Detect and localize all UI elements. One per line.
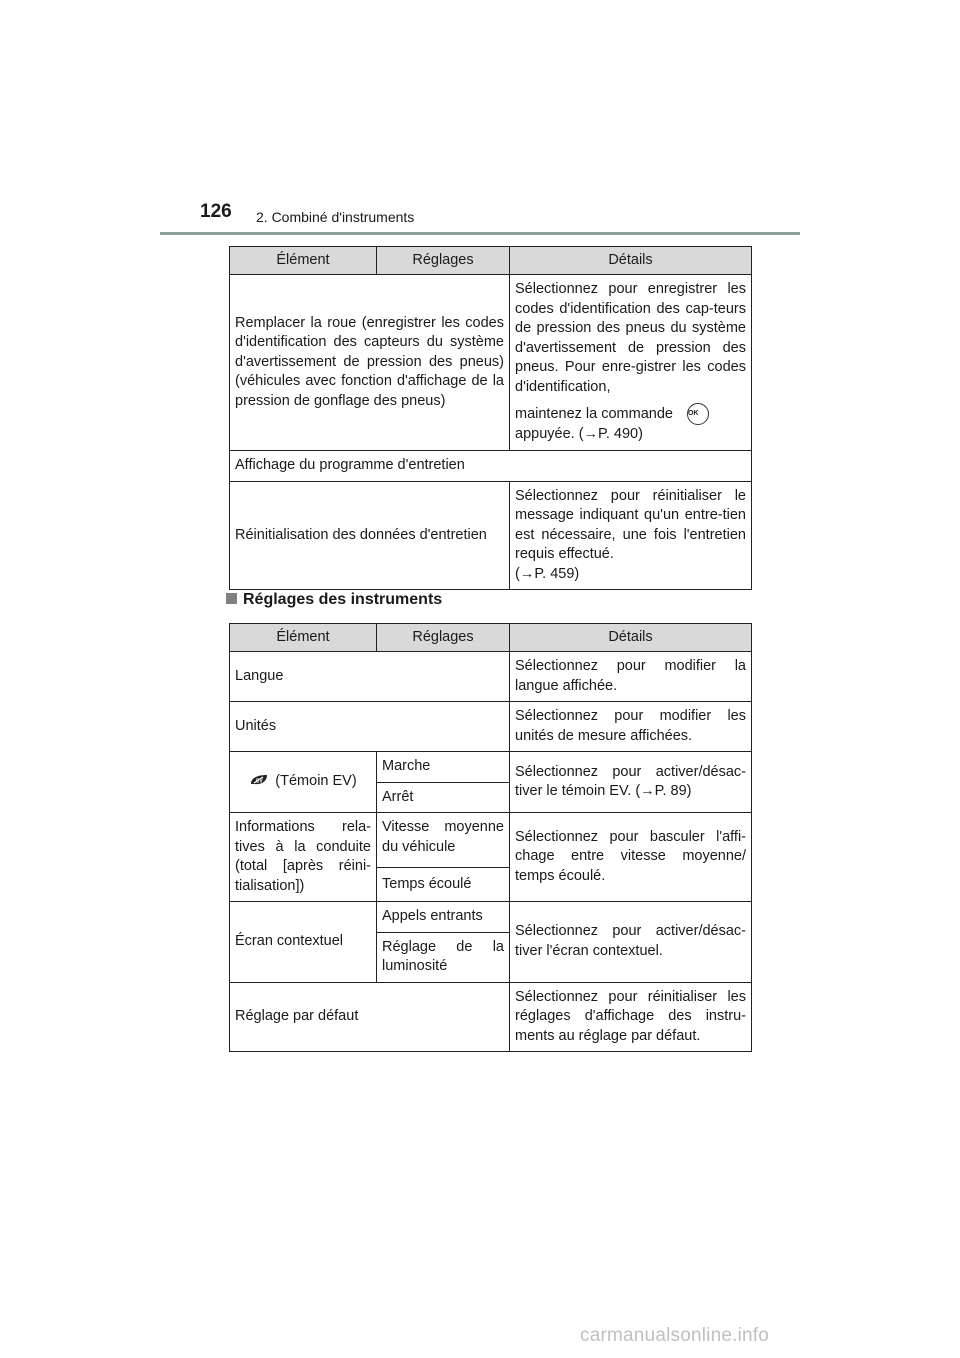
row-element-driving-info: Informations rela-tives à la conduite (total [après réini-tialisation]): [230, 813, 377, 902]
section-title-text: Réglages des instruments: [243, 591, 443, 608]
setting-off: Arrêt: [377, 782, 510, 813]
row-element-popup-display: Écran contextuel: [230, 902, 377, 983]
ev-indicator-label: (Témoin EV): [275, 773, 357, 790]
setting-incoming-calls: Appels entrants: [377, 902, 510, 933]
column-header-element: Élément: [230, 624, 377, 652]
details-text: appuyée. (→P. 490): [515, 426, 643, 443]
row-element-units: Unités: [230, 702, 510, 752]
instrument-settings-table: [229, 623, 752, 1052]
setting-brightness: Réglage de la luminosité: [377, 932, 510, 982]
ok-button-icon: OK: [687, 403, 709, 425]
row-element-replace-wheel: Remplacer la roue (enregistrer les codes d'identification des capteurs du système d'avertissement de pression des pneus) (véhicules avec fonction d'affichage de la pression de gonflage des pneus): [230, 275, 510, 451]
details-text: Sélectionnez pour enregistrer les codes d'identification des cap-teurs de pression des pneus du système d'avertissement de pression des pneus. Pour enre-gistrer les codes d'identification,: [515, 281, 746, 395]
setting-elapsed-time: Temps écoulé: [377, 868, 510, 902]
column-header-settings: Réglages: [377, 247, 510, 275]
row-details-units: Sélectionnez pour modifier les unités de mesure affichées.: [510, 702, 752, 752]
header-rule: [160, 232, 800, 235]
chapter-title: 2. Combiné d'instruments: [256, 209, 415, 225]
ev-indicator-icon: [249, 774, 269, 786]
column-header-details: Détails: [510, 624, 752, 652]
section-title: [226, 591, 442, 609]
table-row: [230, 702, 752, 752]
row-element-maintenance-schedule: Affichage du programme d'entretien: [230, 451, 752, 482]
column-header-element: Élément: [230, 247, 377, 275]
table-row: [230, 813, 752, 868]
row-details-default-setting: Sélectionnez pour réinitialiser les réglages d'affichage des instru-ments au réglage par défaut.: [510, 982, 752, 1052]
table-row: [230, 451, 752, 482]
details-text: Sélectionnez pour réinitialiser le message indiquant qu'un entre-tien est nécessaire, une fois l'entretien requis effectué.: [515, 487, 746, 562]
table-row: [230, 481, 752, 590]
setting-on: Marche: [377, 752, 510, 783]
row-element-ev-indicator: [230, 752, 377, 813]
page-number: 126: [200, 201, 232, 222]
maintenance-settings-table: [229, 246, 752, 590]
square-bullet-icon: [226, 593, 237, 604]
table-row: [230, 275, 752, 451]
table-row: [230, 752, 752, 783]
row-details-language: Sélectionnez pour modifier la langue affichée.: [510, 652, 752, 702]
watermark: carmanualsonline.info: [580, 1325, 770, 1346]
page-reference: (→P. 459): [515, 565, 580, 582]
row-element-default-setting: Réglage par défaut: [230, 982, 510, 1052]
row-details-replace-wheel: [510, 275, 752, 451]
table-header-row: [230, 624, 752, 652]
details-text: maintenez la commande: [515, 406, 673, 423]
row-details-reset-maintenance: [510, 481, 752, 590]
table-row: [230, 652, 752, 702]
table-row: [230, 902, 752, 933]
row-element-language: Langue: [230, 652, 510, 702]
row-details-popup-display: Sélectionnez pour activer/désac-tiver l'écran contextuel.: [510, 902, 752, 983]
table-header-row: [230, 247, 752, 275]
column-header-settings: Réglages: [377, 624, 510, 652]
svg-text:EV: EV: [256, 778, 263, 785]
row-element-reset-maintenance: Réinitialisation des données d'entretien: [230, 481, 510, 590]
column-header-details: Détails: [510, 247, 752, 275]
row-details-driving-info: Sélectionnez pour basculer l'affi-chage entre vitesse moyenne/ temps écoulé.: [510, 813, 752, 902]
setting-average-speed: Vitesse moyenne du véhicule: [377, 813, 510, 868]
row-details-ev-indicator: Sélectionnez pour activer/désac-tiver le témoin EV. (→P. 89): [510, 752, 752, 813]
table-row: [230, 982, 752, 1052]
